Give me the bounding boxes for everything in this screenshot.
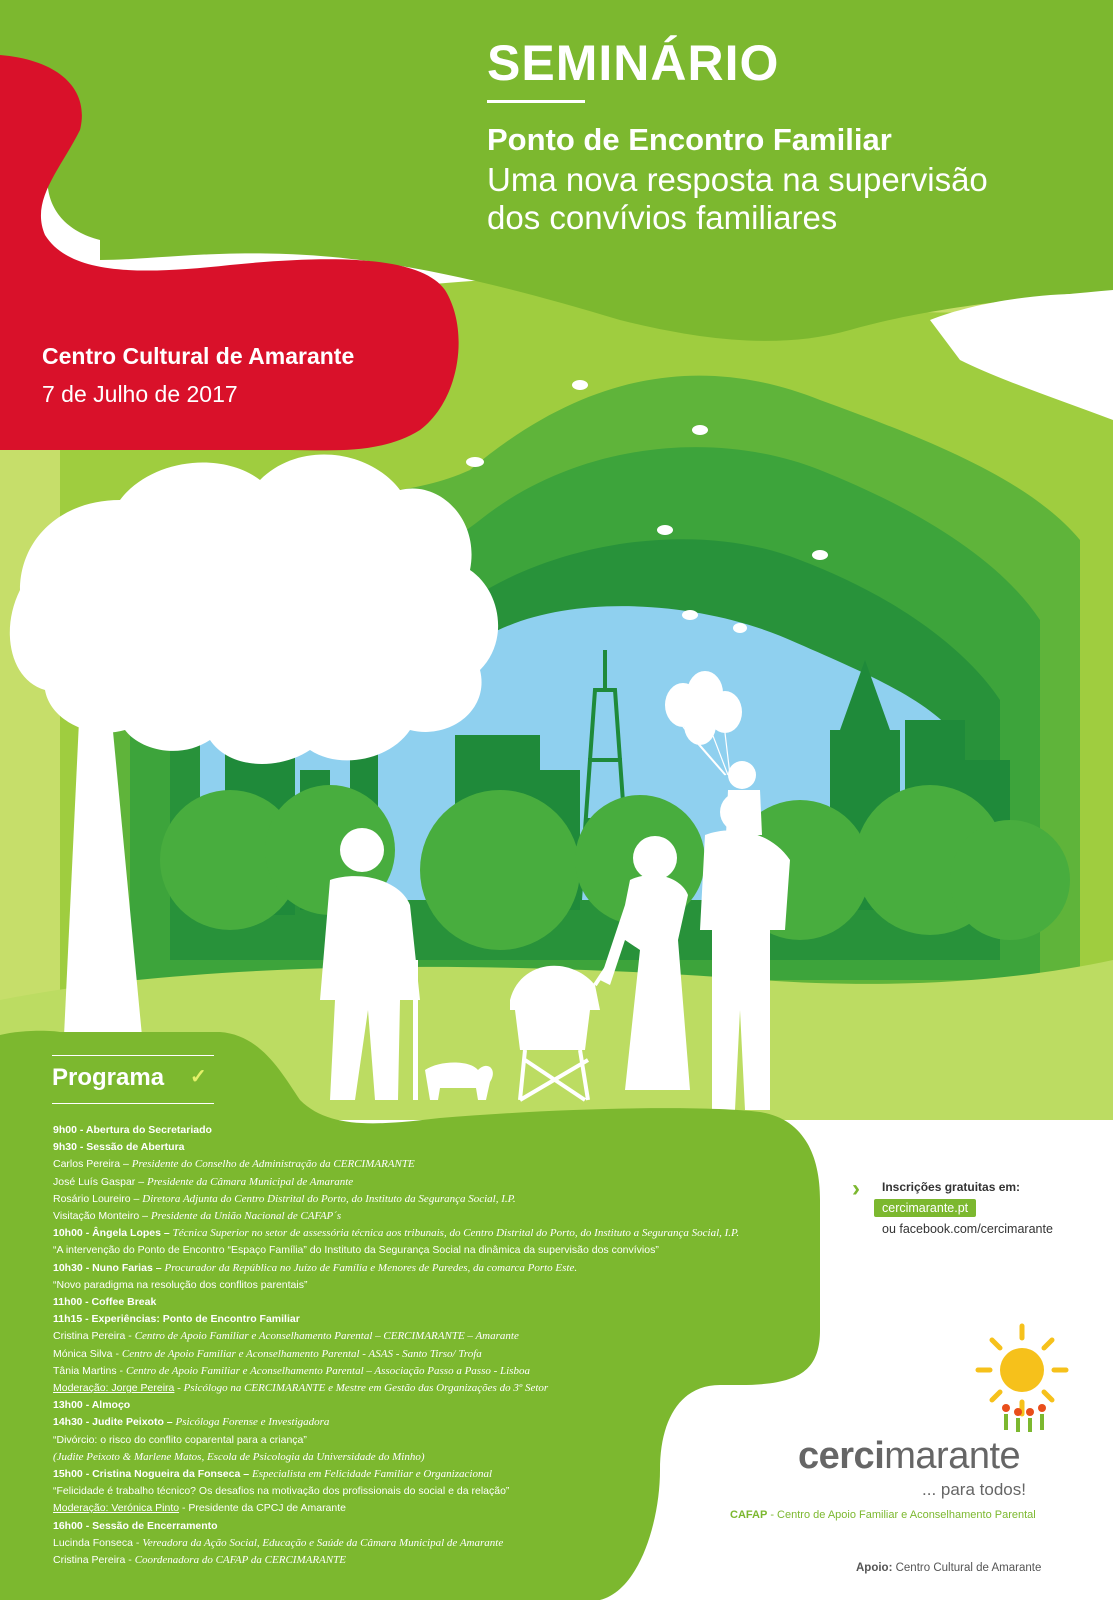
programa-list <box>53 1122 813 1569</box>
cafap-line <box>730 1509 1036 1521</box>
programa-item <box>53 1311 813 1328</box>
programa-item-text: Visitação Monteiro – <box>53 1210 151 1223</box>
programa-item <box>53 1466 813 1483</box>
programa-item <box>53 1518 813 1535</box>
programa-item-italic: Centro de Apoio Familiar e Aconselhamento Parental - ASAS - Santo Tirso/ Trofa <box>121 1347 482 1360</box>
logo-name-rest: marante <box>884 1435 1021 1477</box>
programa-item <box>53 1191 813 1208</box>
programa-item-italic: Centro de Apoio Familiar e Aconselhamento Parental – CERCIMARANTE – Amarante <box>134 1330 519 1343</box>
programa-item <box>53 1449 813 1466</box>
programa-item-bold: 11h15 - Experiências: Ponto de Encontro Familiar <box>53 1313 300 1326</box>
programa-item-bold: 16h00 - Sessão de Encerramento <box>53 1519 218 1532</box>
programa-item-italic: Coordenadora do CAFAP da CERCIMARANTE <box>134 1554 346 1567</box>
programa-item <box>53 1346 813 1363</box>
programa-item-italic: Centro de Apoio Familiar e Aconselhamento Parental – Associação Passo a Passo - Lisboa <box>125 1364 530 1377</box>
programa-item-italic: - Psicólogo na CERCIMARANTE e Mestre em Gestão das Organizações do 3º Setor <box>174 1382 549 1395</box>
programa-item-bold: 9h30 - Sessão de Abertura <box>53 1141 185 1154</box>
programa-item-bold: 9h00 - Abertura do Secretariado <box>53 1124 212 1136</box>
programa-item-bold: 13h00 - Almoço <box>53 1399 131 1412</box>
apoio-label: Apoio: <box>856 1562 893 1574</box>
programa-item <box>53 1122 813 1139</box>
programa-item-text: “Felicidade é trabalho técnico? Os desafios na motivação dos profissionais do social e da relação” <box>53 1485 510 1498</box>
chevron-down-icon: ✓ <box>190 1066 207 1088</box>
programa-item <box>53 1242 813 1259</box>
programa-item <box>53 1500 813 1517</box>
seminar-subtitle <box>487 161 1087 237</box>
inscricoes-label: Inscrições gratuitas em: <box>882 1180 1021 1194</box>
programa-item-italic: Presidente da Câmara Municipal de Amarante <box>146 1175 354 1188</box>
programa-item <box>53 1156 813 1173</box>
subtitle-line-3: dos convívios familiares <box>487 199 838 236</box>
programa-item-italic: Presidente do Conselho de Administração da CERCIMARANTE <box>131 1158 415 1171</box>
programa-item <box>53 1208 813 1225</box>
programa-item <box>53 1174 813 1191</box>
programa-item-text: Tânia Martins - <box>53 1364 126 1377</box>
programa-item <box>53 1414 813 1431</box>
programa-item-italic: Especialista em Felicidade Familiar e Organizacional <box>251 1468 493 1481</box>
programa-item-italic: Presidente da União Nacional de CAFAP´s <box>150 1210 342 1223</box>
event-venue: Centro Cultural de Amarante <box>42 343 355 369</box>
programa-item <box>53 1552 813 1569</box>
programa-bottom-rule <box>52 1103 214 1104</box>
inscricoes-site-link[interactable]: cercimarante.pt <box>874 1199 976 1217</box>
programa-item <box>53 1277 813 1294</box>
programa-item-text: “Novo paradigma na resolução dos conflitos parentais” <box>53 1278 308 1291</box>
programa-item-text: Rosário Loureiro – <box>53 1192 143 1205</box>
subtitle-line-2: Uma nova resposta na supervisão <box>487 161 988 198</box>
cafap-full: - Centro de Apoio Familiar e Aconselhamento Parental <box>767 1509 1036 1521</box>
apoio-line <box>856 1562 1041 1574</box>
programa-item-italic: (Judite Peixoto & Marlene Matos, Escola de Psicologia da Universidade do Minho) <box>53 1450 425 1463</box>
cercimarante-logo-text <box>798 1435 1020 1478</box>
programa-item-underline: Moderação: Jorge Pereira <box>53 1382 175 1395</box>
programa-item <box>53 1380 813 1397</box>
title-divider <box>487 100 585 103</box>
programa-item-italic: Técnica Superior no setor de assessória técnica aos tribunais, do Centro Distrital do Porto, do Instituto a Segurança Social, I.P. <box>172 1227 740 1240</box>
seminar-title: SEMINÁRIO <box>487 35 780 91</box>
seminar-subtitle-bold: Ponto de Encontro Familiar <box>487 122 892 157</box>
programa-item-text: Cristina Pereira - <box>53 1330 135 1343</box>
programa-item <box>53 1225 813 1242</box>
programa-item-text: Carlos Pereira – <box>53 1158 132 1171</box>
event-date: 7 de Julho de 2017 <box>42 381 238 407</box>
programa-item <box>53 1328 813 1345</box>
programa-item-italic: Psicóloga Forense e Investigadora <box>175 1416 330 1429</box>
programa-item <box>53 1260 813 1277</box>
logo-tagline: ... para todos! <box>922 1480 1026 1499</box>
programa-item-bold: 14h30 - Judite Peixoto – <box>53 1416 176 1429</box>
programa-item-italic: Vereadora da Ação Social, Educação e Saúde da Câmara Municipal de Amarante <box>142 1536 504 1549</box>
programa-item-underline: Moderação: Verónica Pinto <box>53 1502 180 1515</box>
programa-item-text: - Presidente da CPCJ de Amarante <box>179 1502 346 1515</box>
programa-item-bold: 15h00 - Cristina Nogueira da Fonseca – <box>53 1468 252 1481</box>
programa-item-text: “A intervenção do Ponto de Encontro “Espaço Família” do Instituto da Segurança Social na dinâmica da supervisão dos convívios” <box>53 1244 659 1257</box>
programa-item-bold: 10h00 - Ângela Lopes – <box>53 1227 173 1240</box>
programa-item-italic: Procurador da República no Juízo de Família e Menores de Paredes, da comarca Porto Este. <box>164 1261 578 1274</box>
chevron-right-icon: › <box>852 1175 860 1202</box>
programa-item <box>53 1139 813 1156</box>
programa-item-bold: 11h00 - Coffee Break <box>53 1296 157 1309</box>
programa-item <box>53 1432 813 1449</box>
programa-item-text: Lucinda Fonseca - <box>53 1536 143 1549</box>
programa-item <box>53 1397 813 1414</box>
cafap-abbr: CAFAP <box>730 1509 768 1521</box>
programa-item-italic: Diretora Adjunta do Centro Distrital do Porto, do Instituto da Segurança Social, I.P. <box>142 1192 516 1205</box>
programa-item-text: Mónica Silva - <box>53 1347 122 1360</box>
logo-name-bold: cerci <box>798 1435 885 1477</box>
programa-top-rule <box>52 1055 214 1056</box>
apoio-value: Centro Cultural de Amarante <box>892 1562 1042 1574</box>
programa-item-text: José Luís Gaspar – <box>53 1175 147 1188</box>
programa-item <box>53 1294 813 1311</box>
programa-item <box>53 1363 813 1380</box>
programa-item-bold: 10h30 - Nuno Farias – <box>53 1261 165 1274</box>
inscricoes-facebook-link[interactable]: ou facebook.com/cercimarante <box>882 1222 1053 1236</box>
programa-item <box>53 1483 813 1500</box>
programa-heading: Programa <box>52 1064 165 1091</box>
programa-item-text: “Divórcio: o risco do conflito coparental para a criança” <box>53 1433 307 1446</box>
programa-item-text: Cristina Pereira - <box>53 1554 135 1567</box>
programa-item <box>53 1535 813 1552</box>
